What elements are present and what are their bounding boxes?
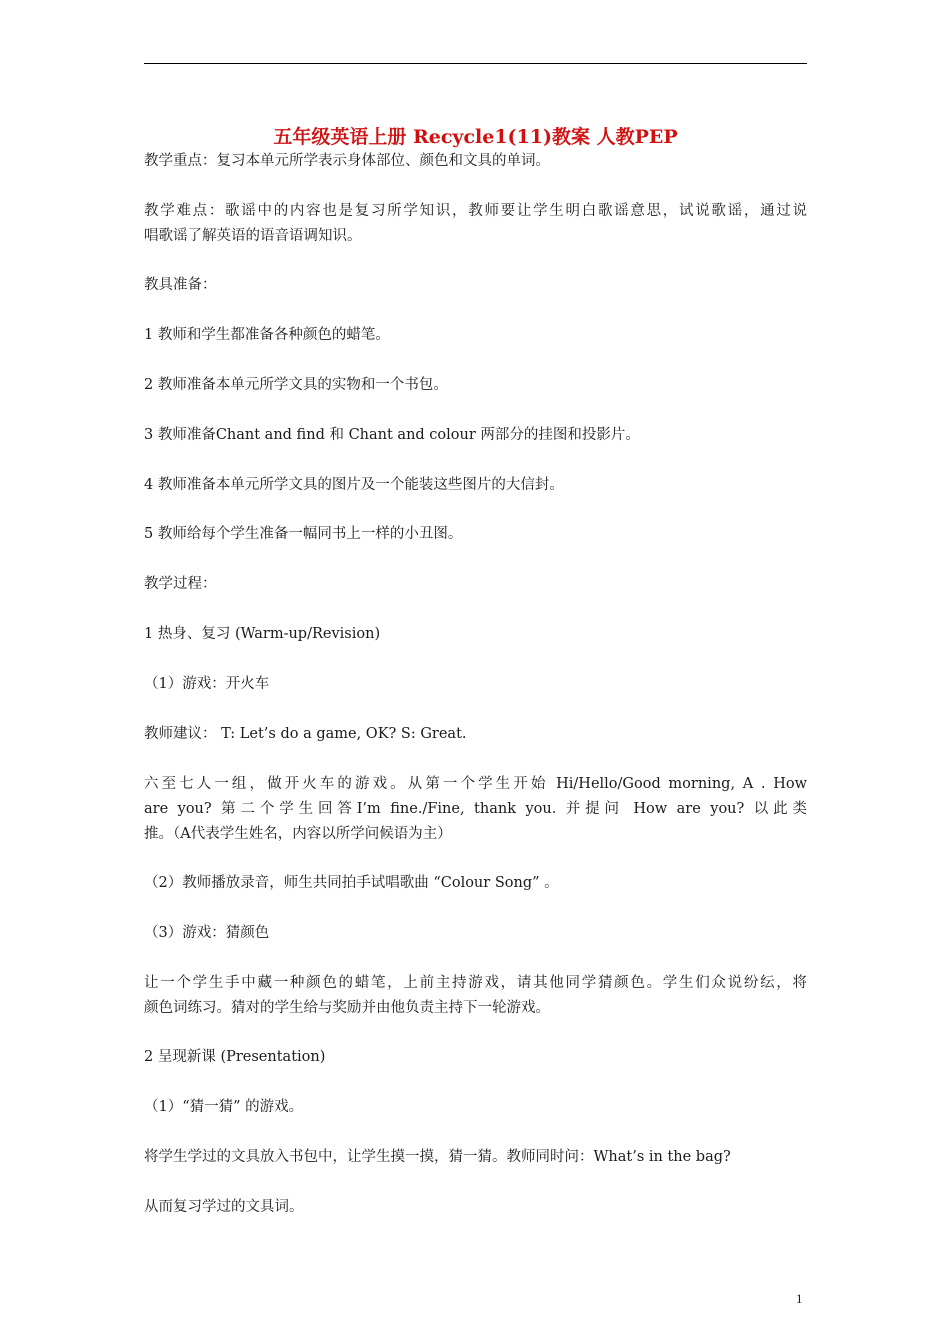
paragraph-step-2: 2 呈现新课 (Presentation) (144, 1049, 326, 1065)
paragraph-difficulties (144, 199, 807, 249)
paragraph-colour-song: （2）教师播放录音，师生共同拍手试唱歌曲 “Colour Song” 。 (144, 875, 559, 891)
paragraph-material-1: 1 教师和学生都准备各种颜色的蜡笔。 (144, 327, 390, 343)
paragraph-material-5: 5 教师给每个学生准备一幅同书上一样的小丑图。 (144, 526, 463, 542)
paragraph-game-guess-colour: （3）游戏：猜颜色 (144, 925, 270, 941)
paragraph-guess-colour-instructions (144, 971, 807, 1021)
text-line: 颜色词练习。猜对的学生给与奖励并由他负责主持下一轮游戏。 (144, 1000, 550, 1016)
paragraph-step-1: 1 热身、复习 (Warm-up/Revision) (144, 626, 381, 642)
page-number: 1 (796, 1291, 803, 1306)
paragraph-guess-game: （1）“猜一猜” 的游戏。 (144, 1099, 304, 1115)
text-line: 让一个学生手中藏一种颜色的蜡笔，上前主持游戏，请其他同学猜颜色。学生们众说纷纭，将 (144, 975, 807, 991)
text-line: 教学难点：歌谣中的内容也是复习所学知识，教师要让学生明白歌谣意思，试说歌谣，通过说 (144, 203, 807, 219)
paragraph-material-3: 3 教师准备Chant and find 和 Chant and colour 两部分的挂图和投影片。 (144, 427, 640, 443)
paragraph-process-heading: 教学过程： (144, 576, 217, 592)
paragraph-game-train: （1）游戏：开火车 (144, 676, 270, 692)
paragraph-material-2: 2 教师准备本单元所学文具的实物和一个书包。 (144, 377, 448, 393)
text-line: 推。（A代表学生姓名，内容以所学问候语为主） (144, 826, 452, 842)
text-line: 唱歌谣了解英语的语音语调知识。 (144, 228, 362, 244)
paragraph-review-words: 从而复习学过的文具词。 (144, 1199, 304, 1215)
paragraph-materials-heading: 教具准备： (144, 277, 217, 293)
text-line: 六至七人一组，做开火车的游戏。从第一个学生开始 Hi/Hello/Good morning, A . How (144, 776, 807, 792)
paragraph-key-points: 教学重点：复习本单元所学表示身体部位、颜色和文具的单词。 (144, 153, 550, 169)
text-line: are you? 第二个学生回答I’m fine./Fine, thank you. 并提问 How are you? 以此类 (144, 801, 807, 817)
paragraph-bag-instructions: 将学生学过的文具放入书包中，让学生摸一摸，猜一猜。教师同时问：What’s in the bag? (144, 1149, 731, 1165)
paragraph-material-4: 4 教师准备本单元所学文具的图片及一个能装这些图片的大信封。 (144, 477, 564, 493)
paragraph-teacher-suggestion: 教师建议： T: Let’s do a game, OK? S: Great. (144, 726, 467, 742)
paragraph-train-instructions (144, 772, 807, 847)
document-title: 五年级英语上册 Recycle1(11)教案 人教PEP (273, 126, 678, 148)
header-rule (144, 63, 807, 64)
